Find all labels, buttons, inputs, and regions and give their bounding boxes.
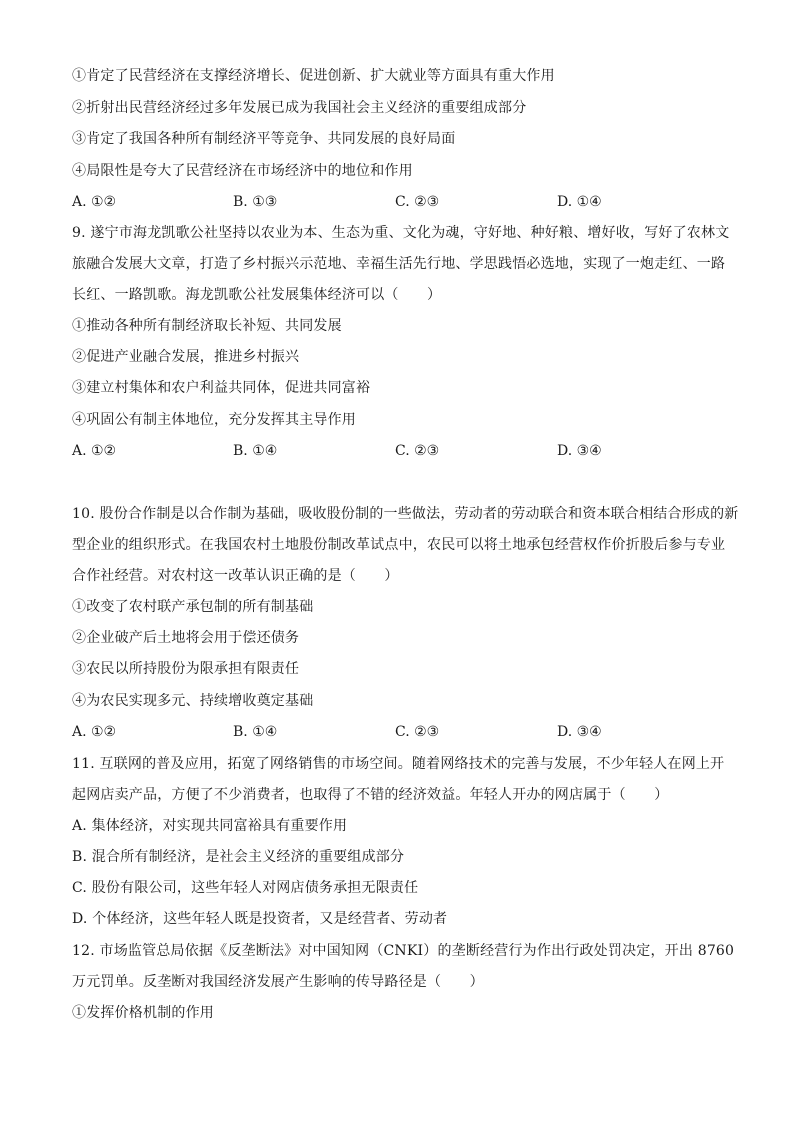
- q11-stem-line-2: 起网店卖产品，方便了不少消费者，也取得了不错的经济效益。年轻人开办的网店属于（ ）: [72, 787, 669, 803]
- q9-stem-line-2: 旅融合发展大文章，打造了乡村振兴示范地、幸福生活先行地、学思践悟必选地，实现了一炮走红、一路: [72, 256, 726, 272]
- q9-stem-line-3: 长红、一路凯歌。海龙凯歌公社发展集体经济可以（ ）: [72, 287, 442, 303]
- q9-statement-2: ②促进产业融合发展，推进乡村振兴: [72, 349, 300, 365]
- q10-option-c: C. ②③: [395, 724, 440, 740]
- q9-statement-1: ①推动各种所有制经济取长补短、共同发展: [72, 318, 342, 334]
- q10-statement-3: ③农民以所持股份为限承担有限责任: [72, 661, 300, 677]
- q11-stem-line-1: 11. 互联网的普及应用，拓宽了网络销售的市场空间。随着网络技术的完善与发展，不少年轻人在网上开: [72, 756, 725, 772]
- q9-statement-4: ④巩固公有制主体地位，充分发挥其主导作用: [72, 412, 356, 428]
- q10-statement-2: ②企业破产后土地将会用于偿还债务: [72, 630, 300, 646]
- q9-statement-3: ③建立村集体和农户利益共同体，促进共同富裕: [72, 380, 371, 396]
- q8-statement-1: ①肯定了民营经济在支撑经济增长、促进创新、扩大就业等方面具有重大作用: [72, 68, 555, 84]
- q8-option-b: B. ①③: [233, 194, 278, 210]
- q8-option-d: D. ①④: [557, 194, 602, 210]
- q10-option-b: B. ①④: [233, 724, 278, 740]
- q9-stem-line-1: 9. 遂宁市海龙凯歌公社坚持以农业为本、生态为重、文化为魂，守好地、种好粮、增好收，写好了农林文: [72, 225, 730, 241]
- q11-option-c: C. 股份有限公司，这些年轻人对网店债务承担无限责任: [72, 880, 419, 896]
- q10-stem-line-1: 10. 股份合作制是以合作制为基础，吸收股份制的一些做法，劳动者的劳动联合和资本联合相结合形成的新: [72, 506, 739, 522]
- q11-option-d: D. 个体经济，这些年轻人既是投资者，又是经营者、劳动者: [72, 911, 448, 927]
- q10-options: [72, 722, 712, 742]
- q8-statement-3: ③肯定了我国各种所有制经济平等竞争、共同发展的良好局面: [72, 131, 456, 147]
- q9-option-b: B. ①④: [233, 443, 278, 459]
- q8-option-c: C. ②③: [395, 194, 440, 210]
- q9-option-a: A. ①②: [72, 443, 117, 459]
- q12-stem-line-2: 万元罚单。反垄断对我国经济发展产生影响的传导路径是（ ）: [72, 974, 484, 990]
- q8-statement-4: ④局限性是夸大了民营经济在市场经济中的地位和作用: [72, 163, 413, 179]
- q11-option-a: A. 集体经济，对实现共同富裕具有重要作用: [72, 818, 348, 834]
- q8-options: [72, 192, 712, 212]
- q9-option-d: D. ③④: [557, 443, 602, 459]
- q12-statement-1: ①发挥价格机制的作用: [72, 1005, 214, 1021]
- q10-statement-1: ①改变了农村联产承包制的所有制基础: [72, 599, 314, 615]
- q11-option-b: B. 混合所有制经济，是社会主义经济的重要组成部分: [72, 849, 405, 865]
- q9-option-c: C. ②③: [395, 443, 440, 459]
- q10-option-d: D. ③④: [557, 724, 602, 740]
- q9-options: [72, 441, 712, 461]
- q10-option-a: A. ①②: [72, 724, 117, 740]
- q10-statement-4: ④为农民实现多元、持续增收奠定基础: [72, 693, 314, 709]
- q10-stem-line-3: 合作社经营。对农村这一改革认识正确的是（ ）: [72, 568, 399, 584]
- q12-stem-line-1: 12. 市场监管总局依据《反垄断法》对中国知网（CNKI）的垄断经营行为作出行政处罚决定，开出 8760: [72, 943, 735, 959]
- q8-option-a: A. ①②: [72, 194, 117, 210]
- q10-stem-line-2: 型企业的组织形式。在我国农村土地股份制改革试点中，农民可以将土地承包经营权作价折股后参与专业: [72, 537, 726, 553]
- q8-statement-2: ②折射出民营经济经过多年发展已成为我国社会主义经济的重要组成部分: [72, 100, 527, 116]
